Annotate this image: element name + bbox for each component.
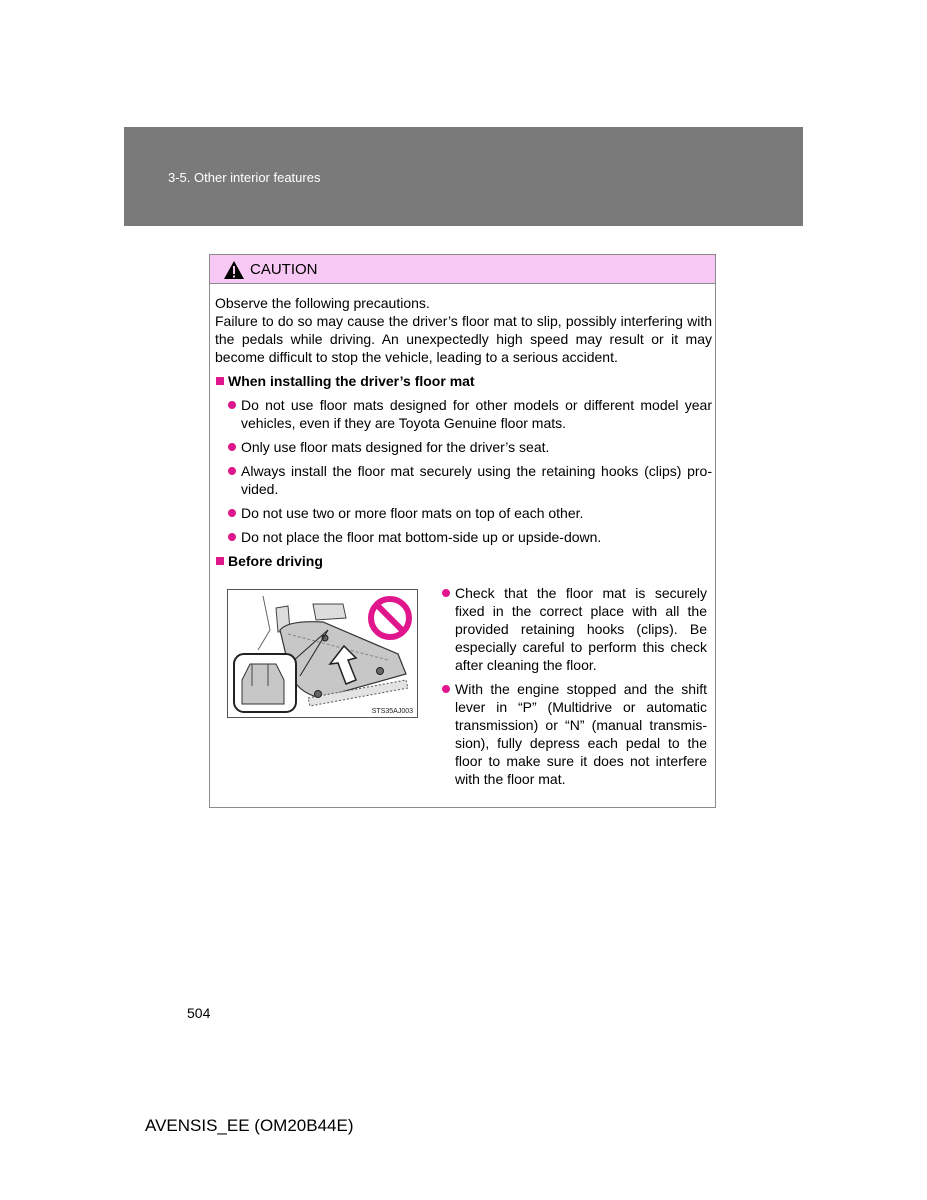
list-item: Do not use floor mats designed for other models or different model year vehicles, even if they are Toyota Genuine floor mats. — [215, 396, 712, 432]
caution-content — [215, 294, 712, 570]
square-bullet-icon — [216, 377, 224, 385]
section-heading-before-driving: Before driving — [215, 552, 712, 570]
bullet-dot-icon — [228, 443, 236, 451]
square-bullet-icon — [216, 557, 224, 565]
list-item: Do not place the floor mat bottom-side up or upside-down. — [215, 528, 712, 546]
list-item: Do not use two or more floor mats on top of each other. — [215, 504, 712, 522]
bullet-dot-icon — [228, 401, 236, 409]
bullet-dot-icon — [228, 509, 236, 517]
list-item: With the engine stopped and the shift lever in “P” (Multidrive or automatic transmission) or “N” (manual transmis- sion), fully depress each pedal to the floor to make sure it does not interfere with the floor mat. — [441, 680, 707, 788]
bullet-dot-icon — [228, 533, 236, 541]
page-number: 504 — [187, 1005, 211, 1021]
prohibition-icon — [366, 594, 414, 642]
floor-mat-illustration — [227, 589, 418, 718]
bullet-dot-icon — [442, 685, 450, 693]
caution-intro-2: Failure to do so may cause the driver’s floor mat to slip, possibly interfering with the pedals while driving. An unexpectedly high speed may result or it may become difficult to stop the vehicle, leading to a serious accident. — [215, 313, 712, 365]
before-driving-list — [441, 584, 707, 788]
manual-code: AVENSIS_EE (OM20B44E) — [145, 1116, 354, 1135]
section-title: 3-5. Other interior features — [168, 170, 321, 185]
list-item: Check that the floor mat is securely fixed in the correct place with all the provided retaining hooks (clips). Be especially careful to perform this check after cleaning the floor. — [441, 584, 707, 674]
caution-intro-1: Observe the following precautions. — [215, 295, 430, 311]
bullet-dot-icon — [228, 467, 236, 475]
caution-title: CAUTION — [250, 261, 318, 278]
header-bar — [124, 127, 803, 226]
list-item: Always install the floor mat securely using the retaining hooks (clips) pro- vided. — [215, 462, 712, 498]
section-heading-installing: When installing the driver’s floor mat — [215, 372, 712, 390]
caution-box — [209, 254, 716, 808]
list-item: Only use floor mats designed for the driver’s seat. — [215, 438, 712, 456]
installing-list — [215, 396, 712, 546]
figure-code: STS35AJ003 — [371, 708, 413, 715]
before-driving-text — [441, 584, 707, 788]
warning-triangle-icon — [223, 260, 245, 280]
bullet-dot-icon — [442, 589, 450, 597]
caution-header — [210, 255, 715, 284]
